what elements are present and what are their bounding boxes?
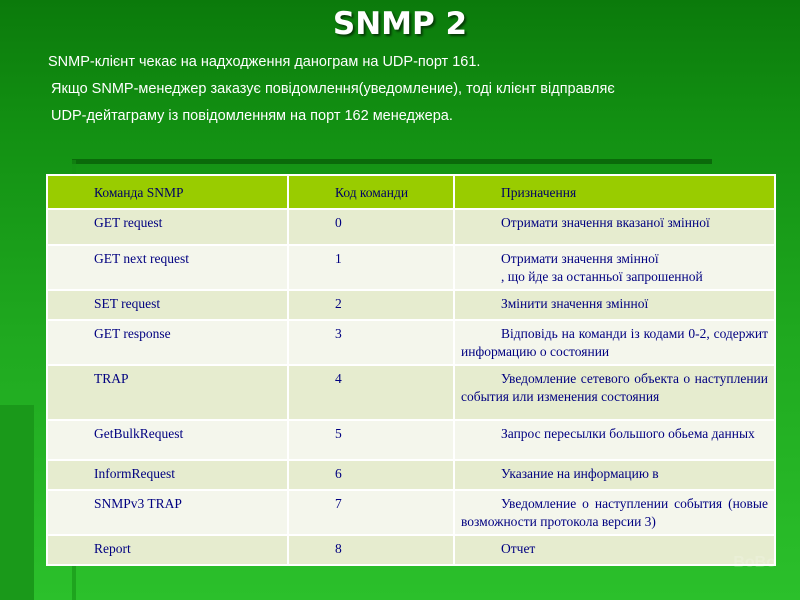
code-cell: 6 (288, 460, 454, 490)
table-row (47, 460, 775, 490)
table-row (47, 490, 775, 535)
purpose-cell (454, 490, 775, 535)
purpose-cell (454, 420, 775, 460)
table-row (47, 420, 775, 460)
purpose-cell (454, 245, 775, 290)
watermark: BoBo (733, 554, 776, 571)
command-cell: GET request (47, 209, 288, 245)
command-cell: InformRequest (47, 460, 288, 490)
purpose-text: , що йде за останньої запрошенной (501, 269, 703, 284)
table-row (47, 535, 775, 565)
code-cell: 1 (288, 245, 454, 290)
code-cell: 3 (288, 320, 454, 365)
intro-line-3: UDP-дейтаграму із повідомленням на порт 162 менеджера. (51, 108, 453, 124)
purpose-cell (454, 290, 775, 320)
purpose-text: Уведомление о наступлении события (новые возможности протокола версии 3) (461, 496, 768, 529)
purpose-text: Отчет (501, 541, 536, 556)
purpose-cell (454, 209, 775, 245)
purpose-text: Уведомление сетевого объекта о наступлении события или изменения состояния (461, 371, 768, 404)
decorative-band-top (72, 159, 712, 164)
purpose-text: Відповідь на команди із кодами 0-2, содержит информацию о состоянии (461, 326, 768, 359)
code-cell: 8 (288, 535, 454, 565)
command-cell: TRAP (47, 365, 288, 420)
header-purpose: Призначення (454, 175, 775, 209)
command-cell: Report (47, 535, 288, 565)
code-cell: 2 (288, 290, 454, 320)
command-cell: GET next request (47, 245, 288, 290)
header-code: Код команди (288, 175, 454, 209)
intro-line-1: SNMP-клієнт чекає на надходження данограм на UDP-порт 161. (48, 54, 481, 70)
command-cell: SNMPv3 TRAP (47, 490, 288, 535)
intro-text (48, 50, 615, 128)
table-row (47, 209, 775, 245)
purpose-cell (454, 460, 775, 490)
snmp-commands-table (46, 174, 776, 566)
purpose-text: Отримати значення вказаної змінної (501, 215, 710, 230)
table-row (47, 290, 775, 320)
code-cell: 7 (288, 490, 454, 535)
decorative-band-left (0, 405, 34, 600)
slide-title: SNMP 2 (332, 6, 468, 42)
command-cell: GET response (47, 320, 288, 365)
header-command: Команда SNMP (47, 175, 288, 209)
table-row (47, 245, 775, 290)
purpose-text: Указание на информацию в (501, 466, 659, 481)
purpose-cell (454, 365, 775, 420)
code-cell: 0 (288, 209, 454, 245)
purpose-text: Запрос пересылки большого обьема данных (501, 426, 755, 441)
intro-line-2: Якщо SNMP-менеджер заказує повідомлення(уведомление), тоді клієнт відправляє (51, 81, 615, 97)
code-cell: 5 (288, 420, 454, 460)
command-cell: SET request (47, 290, 288, 320)
purpose-cell (454, 320, 775, 365)
table-header-row (47, 175, 775, 209)
code-cell: 4 (288, 365, 454, 420)
table-row (47, 320, 775, 365)
command-cell: GetBulkRequest (47, 420, 288, 460)
purpose-text: Отримати значення змінної (501, 251, 659, 266)
purpose-text: Змінити значення змінної (501, 296, 649, 311)
purpose-cell (454, 535, 775, 565)
table-row (47, 365, 775, 420)
